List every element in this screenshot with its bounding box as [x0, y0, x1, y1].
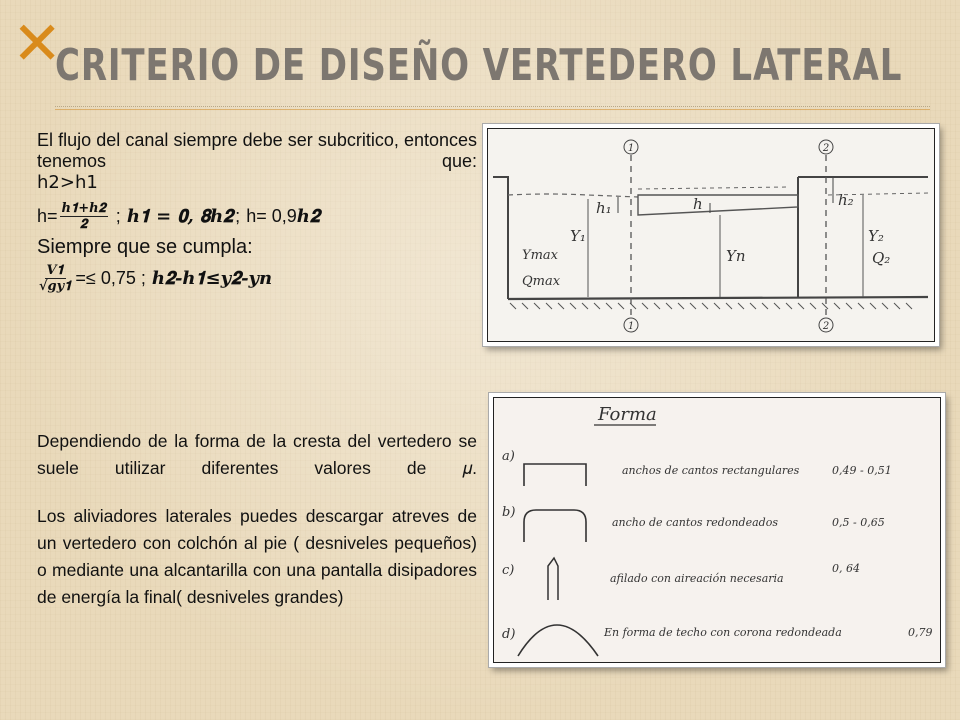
fraction-froude	[39, 263, 71, 294]
equation-row-heights	[37, 201, 477, 232]
fraction-h-average	[60, 201, 108, 232]
eq-h1: 𝒉𝟏 = 𝟎, 𝟖𝒉𝟐	[126, 206, 234, 227]
intro-paragraph: El flujo del canal siempre debe ser subcritico, entonces tenemos que:	[37, 130, 477, 171]
section-1-top-label: 1	[627, 143, 635, 154]
form-d-letter: d)	[502, 627, 516, 642]
fraction-numerator: 𝒉𝟏+𝒉𝟐	[61, 201, 106, 216]
photo-crest-forms-sketch	[493, 397, 941, 663]
section-1-bottom-label: 1	[627, 321, 635, 332]
form-a-value: 0,49 - 0,51	[832, 464, 892, 477]
equation-row-froude	[37, 263, 477, 294]
form-d-value: 0,79	[908, 626, 933, 639]
eq-h-label: h=	[37, 206, 58, 226]
separator: ;	[235, 206, 241, 226]
separator: ;	[115, 206, 121, 226]
description-paragraph-crest: Dependiendo de la forma de la cresta del vertedero se suele utilizar diferentes valores de 𝜇.	[37, 431, 477, 478]
label-y1: Y₁	[570, 227, 586, 245]
intro-block	[37, 130, 477, 294]
label-h1: h₁	[596, 199, 612, 217]
label-y2: Y₂	[868, 227, 884, 245]
label-h: h	[693, 195, 703, 213]
label-h2: h₂	[838, 191, 854, 209]
form-b-desc: ancho de cantos redondeados	[612, 516, 778, 529]
section-2-bottom-label: 2	[822, 321, 830, 332]
label-qmax: Qmax	[522, 274, 561, 289]
form-c-desc: afilado con aireación necesaria	[610, 572, 784, 585]
fraction-denominator: √𝒈𝒚𝟏	[39, 279, 72, 294]
subcritical-condition: h2>h1	[37, 172, 98, 193]
depth-condition: 𝒉𝟐-𝒉𝟏≤𝒚𝟐-𝒚𝒏	[151, 268, 273, 289]
label-ymax: Ymax	[522, 248, 558, 263]
eq-h-alt-var: 𝒉𝟐	[296, 206, 320, 227]
forms-heading: Forma	[598, 404, 657, 425]
fraction-denominator: 𝟐	[80, 217, 88, 232]
form-c-letter: c)	[502, 563, 515, 578]
section-2-top-label: 2	[822, 143, 830, 154]
weir-profile-drawing	[488, 129, 934, 341]
form-d-desc: En forma de techo con corona redondeada	[604, 626, 842, 639]
froude-limit: =≤ 0,75 ;	[75, 268, 146, 288]
fraction-numerator: 𝑽𝟏	[46, 263, 64, 278]
label-yn: Yn	[726, 247, 746, 265]
title-divider	[55, 106, 930, 107]
condition-heading: Siempre que se cumpla:	[37, 236, 253, 258]
form-b-letter: b)	[502, 505, 516, 520]
eq-h-alt: h= 0,9	[246, 206, 297, 226]
form-a-letter: a)	[502, 449, 515, 464]
form-b-value: 0,5 - 0,65	[832, 516, 885, 529]
bullet-mark-icon: ✕	[12, 9, 63, 79]
description-paragraph-discharge: Los aliviadores laterales puedes descargar atreves de un vertedero con colchón al pie ( desniveles pequeños) o mediante una alcantarilla con una pantalla disipadores de energía la final( desniveles grandes)	[37, 506, 477, 607]
crest-forms-drawing	[494, 398, 940, 662]
form-a-desc: anchos de cantos rectangulares	[622, 464, 800, 477]
form-c-value: 0, 64	[832, 562, 860, 575]
description-block	[37, 428, 477, 632]
slide-title: CRITERIO DE DISEÑO VERTEDERO LATERAL	[55, 40, 903, 91]
photo-weir-profile-sketch	[487, 128, 935, 342]
label-q2: Q₂	[872, 249, 891, 267]
